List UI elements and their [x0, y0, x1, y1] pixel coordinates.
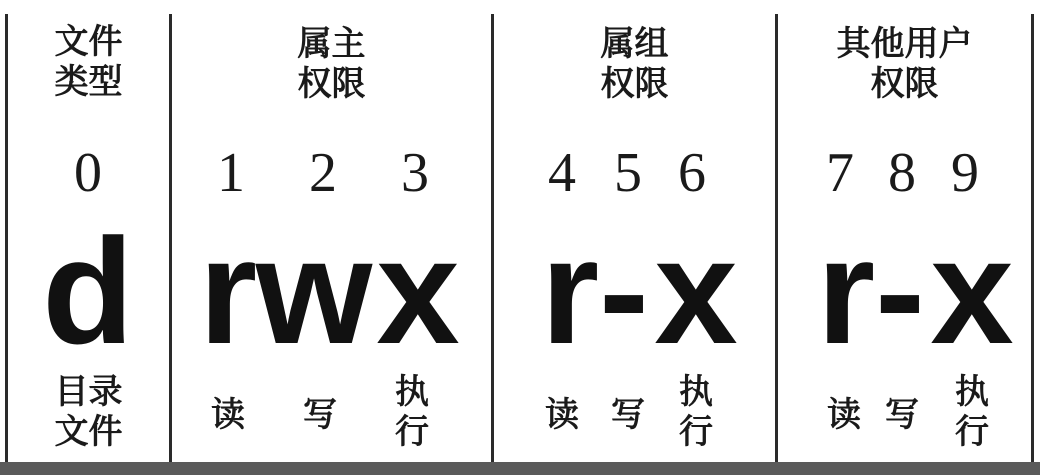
others-permission-column — [778, 0, 1031, 462]
type-symbol: d — [42, 207, 134, 375]
others-write-symbol: - — [875, 207, 925, 375]
owner-execute-label: 执 行 — [395, 372, 429, 452]
others-read-label: 读 — [827, 395, 861, 435]
owner-execute-symbol: x — [376, 207, 460, 375]
others-write-label: 写 — [885, 395, 919, 435]
position-7: 7 — [826, 142, 854, 204]
owner-read-label: 读 — [211, 395, 245, 435]
group-execute-label: 执 行 — [679, 372, 713, 452]
file-type-header: 文件 类型 — [54, 22, 123, 102]
others-execute-label: 执 行 — [955, 372, 989, 452]
group-read-label: 读 — [545, 395, 579, 435]
owner-permission-column — [172, 0, 491, 462]
position-5: 5 — [614, 142, 642, 204]
position-8: 8 — [888, 142, 916, 204]
file-type-meaning: 目录 文件 — [54, 372, 123, 452]
bottom-rule — [0, 462, 1040, 475]
position-3: 3 — [401, 142, 429, 204]
others-read-symbol: r — [816, 207, 876, 375]
owner-write-label: 写 — [303, 395, 337, 435]
file-type-column — [8, 0, 169, 462]
position-6: 6 — [678, 142, 706, 204]
owner-read-symbol: r — [198, 207, 258, 375]
position-0: 0 — [74, 142, 102, 204]
position-2: 2 — [309, 142, 337, 204]
position-1: 1 — [217, 142, 245, 204]
owner-header: 属主 权限 — [297, 24, 366, 104]
group-write-symbol: - — [599, 207, 649, 375]
owner-write-symbol: w — [255, 207, 373, 375]
group-permission-column — [494, 0, 775, 462]
group-execute-symbol: x — [654, 207, 738, 375]
group-header: 属组 权限 — [600, 24, 669, 104]
right-border — [1031, 14, 1034, 462]
others-header: 其他用户 权限 — [836, 24, 973, 104]
others-execute-symbol: x — [930, 207, 1014, 375]
position-9: 9 — [951, 142, 979, 204]
position-4: 4 — [548, 142, 576, 204]
group-write-label: 写 — [611, 395, 645, 435]
group-read-symbol: r — [540, 207, 600, 375]
